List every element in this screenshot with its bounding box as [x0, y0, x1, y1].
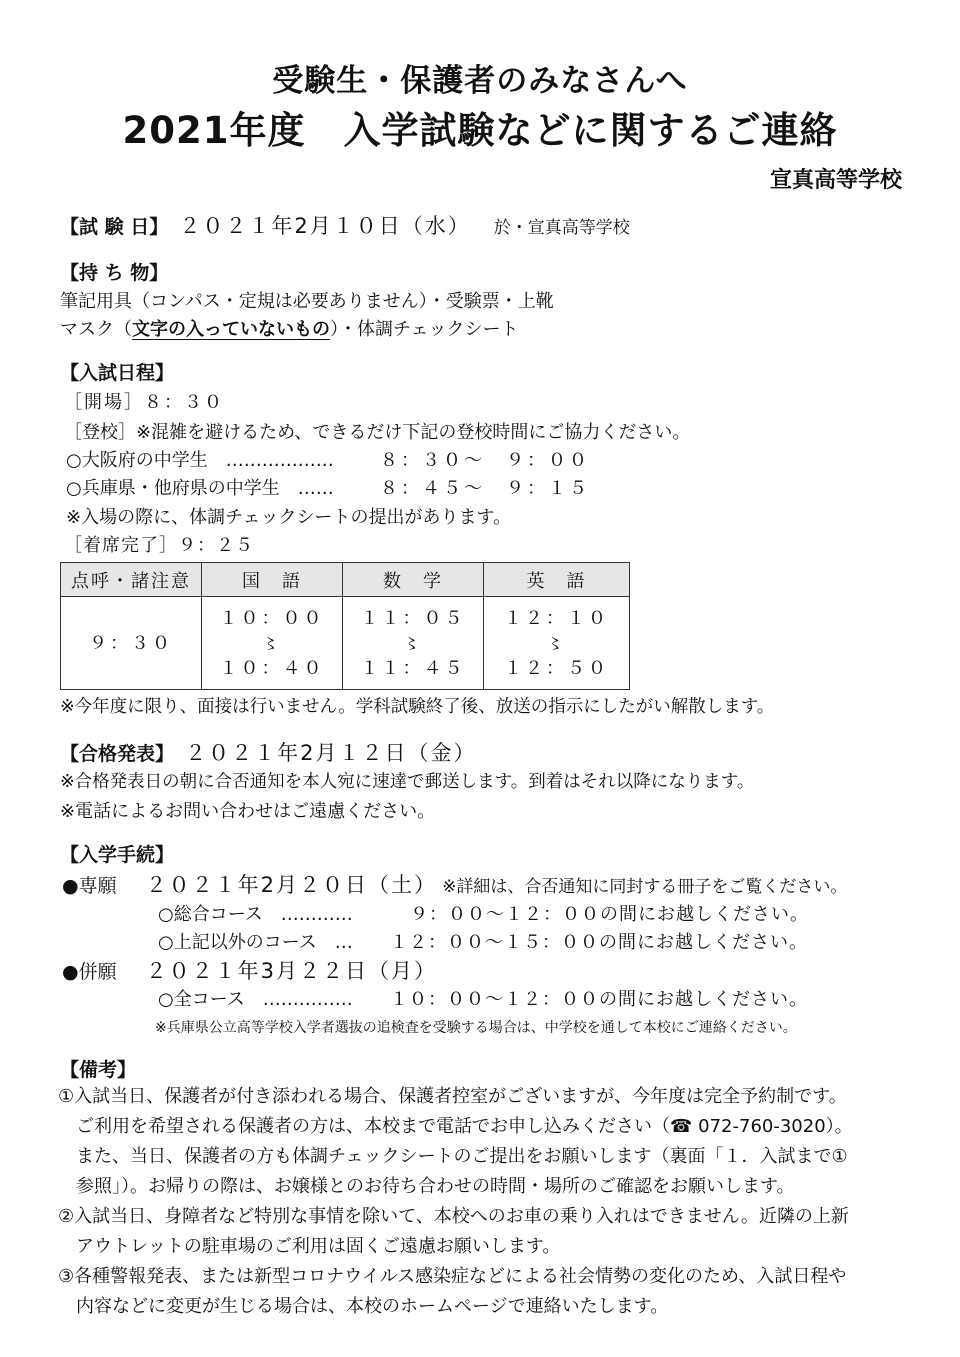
header-english: 英 語	[484, 563, 630, 597]
math-start: １１：０５	[360, 607, 466, 629]
remarks-line: ②入試当日、身障者など特別な事情を除いて、本校へのお車の乗り入れはできません。近隣の上新	[58, 1206, 849, 1227]
results-note2: ※電話によるお問い合わせはご遠慮ください。	[60, 801, 436, 822]
remarks-line: ①入試当日、保護者が付き添われる場合、保護者控室がございますが、今年度は完全予約制です。	[58, 1086, 847, 1107]
english-start: １２：１０	[504, 607, 609, 629]
exam-day-date: ２０２１年2月１０日（水）	[179, 214, 471, 238]
english-sep: 〻	[546, 633, 566, 653]
header-math: 数 学	[343, 563, 484, 597]
japanese-sep: 〻	[262, 633, 282, 653]
belongings-line2	[60, 315, 518, 341]
remarks-line: ご利用を希望される保護者の方は、本校まで電話でお申し込みください（☎ 072-760-3020）。	[58, 1116, 853, 1137]
senkan-date: ２０２１年2月２０日（土）	[145, 873, 438, 897]
enrollment-heading: 【入学手続】	[60, 844, 175, 866]
schedule-hyogo-time: ８：４５～ ９：１５	[380, 478, 590, 499]
belongings-line2-pre: マスク（	[60, 319, 132, 340]
exam-day-section	[60, 210, 630, 240]
schedule-osaka-time: ８：３０～ ９：００	[380, 450, 590, 471]
schedule-table-header	[61, 563, 630, 597]
page-title: 受験生・保護者のみなさんへ	[272, 63, 688, 99]
header-japanese: 国 語	[202, 563, 343, 597]
results-note1: ※合格発表日の朝に合否通知を本人宛に速達で郵送します。到着はそれ以降になります。	[60, 772, 755, 792]
math-sep: 〻	[403, 633, 423, 653]
math-time	[343, 597, 484, 690]
schedule-seated: ［着席完了］９：２５	[64, 535, 254, 556]
belongings-line2-post: ）・体調チェックシート	[330, 319, 519, 340]
japanese-end: １０：４０	[219, 657, 325, 679]
schedule-hyogo-label: ○兵庫県・他府県の中学生 ……	[66, 478, 334, 499]
exam-day-venue: 於・宣真高等学校	[493, 218, 630, 238]
remarks-heading: 【備考】	[60, 1059, 137, 1081]
header-rollcall: 点呼・諸注意	[61, 563, 202, 597]
senkan-note: ※詳細は、合否通知に同封する冊子をご覧ください。	[442, 877, 848, 897]
remarks-line: 内容などに変更が生じる場合は、本校のホームページで連絡いたします。	[58, 1296, 669, 1317]
schedule-open: ［開場］８：３０	[64, 392, 224, 413]
heigan-label: ●併願	[62, 961, 117, 983]
belongings-heading: 【持 ち 物】	[60, 262, 169, 284]
schedule-arrival: ［登校］※混雑を避けるため、できるだけ下記の登校時間にご協力ください。	[64, 422, 691, 443]
course1-label: ○総合コース …………	[158, 904, 353, 925]
remarks-line: また、当日、保護者の方も体調チェックシートのご提出をお願いします（裏面「１．入試まで①	[58, 1146, 848, 1167]
rollcall-time: ９：３０	[61, 597, 202, 690]
schedule-table-note: ※今年度に限り、面接は行いません。学科試験終了後、放送の指示にしたがい解散します。	[60, 697, 775, 717]
enrollment-heigan	[62, 955, 437, 985]
schedule-check-note: ※入場の際に、体調チェックシートの提出があります。	[66, 507, 512, 528]
remarks-line: アウトレットの駐車場のご利用は固くご遠慮お願いします。	[58, 1236, 561, 1257]
english-end: １２：５０	[504, 657, 609, 679]
math-end: １１：４５	[360, 657, 466, 679]
course3-time: １０：００～１２：００の間にお越しください。	[390, 989, 808, 1010]
belongings-line1: 筆記用具（コンパス・定規は必要ありません）・受験票・上靴	[60, 291, 554, 312]
senkan-label: ●専願	[62, 875, 117, 897]
belongings-mask-emphasis: 文字の入っていないもの	[132, 319, 330, 340]
results-date: ２０２１年2月１２日（金）	[185, 741, 477, 765]
results-section	[60, 737, 476, 767]
remarks-list	[58, 1082, 853, 1322]
course2-time: １２：００～１５：００の間にお越しください。	[390, 932, 808, 953]
school-name: 宣真高等学校	[769, 168, 902, 193]
heigan-date: ２０２１年3月２２日（月）	[145, 959, 438, 983]
page-subtitle: 2021年度 入学試験などに関するご連絡	[122, 109, 838, 152]
schedule-heading: 【入試日程】	[60, 362, 175, 384]
course1-time: ９：００～１２：００の間にお越しください。	[410, 904, 809, 925]
japanese-time	[202, 597, 343, 690]
remarks-line: 参照」）。お帰りの際は、お嬢様とのお待ち合わせの時間・場所のご確認をお願いします。	[58, 1176, 795, 1197]
exam-day-label: 【試 験 日】	[60, 216, 169, 238]
course2-label: ○上記以外のコース …	[158, 932, 353, 953]
japanese-start: １０：００	[219, 607, 325, 629]
schedule-osaka-label: ○大阪府の中学生 ………………	[66, 450, 334, 471]
schedule-table	[60, 562, 630, 690]
results-label: 【合格発表】	[60, 743, 175, 765]
remarks-line: ③各種警報発表、または新型コロナウイルス感染症などによる社会情勢の変化のため、入試日程や	[58, 1266, 847, 1287]
schedule-table-row	[61, 597, 630, 690]
course3-label: ○全コース ……………	[158, 989, 353, 1010]
english-time	[484, 597, 630, 690]
enrollment-senkan	[62, 869, 847, 899]
enrollment-small-note: ※兵庫県公立高等学校入学者選抜の追検査を受験する場合は、中学校を通して本校にご連絡ください。	[155, 1020, 797, 1036]
